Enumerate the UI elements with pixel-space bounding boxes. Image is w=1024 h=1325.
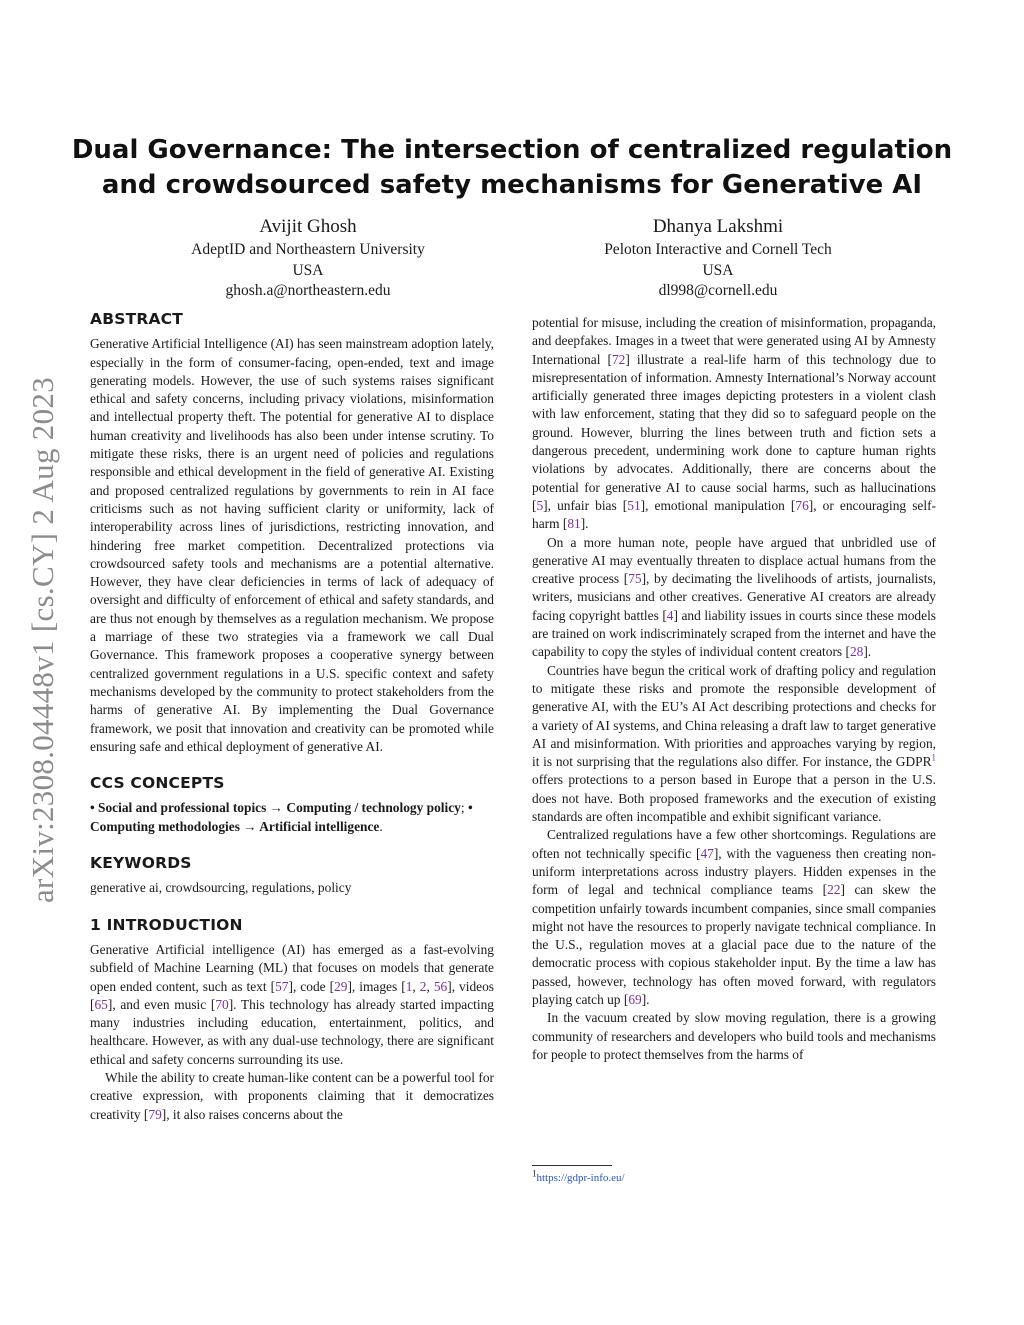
citation-link[interactable]: 69	[628, 991, 642, 1007]
text-run: ].	[641, 991, 650, 1007]
footnote-divider	[532, 1165, 612, 1166]
author-email[interactable]: ghosh.a@northeastern.edu	[225, 282, 391, 299]
text-run: ], by decimating the livelihoods of artists, journalists, writers, musicians and other creatives. Generative AI creators are already facing copyright battles [	[532, 571, 937, 623]
abstract-text: Generative Artificial Intelligence (AI) has seen mainstream adoption lately, especially in the form of consumer-facing, open-ended, text and image generating models. However, the use of such systems raises significant ethical and safety concerns, including privacy violations, misinformation and intellectual property theft. The potential for generative AI to displace human creativity and livelihoods has also been under intense scrutiny. To mitigate these risks, there is an urgent need of policies and regulations responsible and ethical development in the field of generative AI. Existing and proposed centralized regulations by governments to rein in AI face criticisms such as not having sufficient clarity or uniformity, lack of interoperability across lines of jurisdictions, restricting innovation, and hindering free market competition. Decentralized protections via crowdsourced safety tools and mechanisms are a potential alternative. However, they have clear deficiencies in terms of lack of adequacy of oversight and difficulty of enforcement of ethical and safety standards, and are thus not enough by themselves as a regulation mechanism. We propose a marriage of these two strategies via a framework we call Dual Governance. This framework proposes a cooperative synergy between centralized government regulations in a U.S. specific context and safety mechanisms developed by the community to protect stakeholders from the harms of generative AI. By implementing the Dual Governance framework, we posit that innovation and creativity can be promoted while ensuring safe and ethical deployment of generative AI.	[90, 336, 494, 754]
text-run: ], videos [	[90, 978, 495, 1012]
text-run: ], code [	[288, 978, 335, 994]
right-paragraph-4	[532, 826, 936, 1009]
citation-link[interactable]: 28	[849, 644, 864, 660]
footnote-url-link[interactable]: https://gdpr-info.eu/	[536, 1172, 625, 1184]
text-run: Centralized regulations have a few other shortcomings. Regulations are often not technically specific [	[532, 827, 936, 861]
keywords-text: generative ai, crowdsourcing, regulations, policy	[90, 880, 352, 896]
author-country: USA	[292, 261, 324, 279]
text-run: ], images [	[347, 978, 406, 994]
text-run: ]. This technology has already started impacting many industries including education, entertainment, politics, and healthcare. However, as with any dual-use technology, there are significant ethical and safety concerns surrounding its use.	[90, 996, 494, 1067]
citation-link[interactable]: 2	[419, 978, 427, 994]
arxiv-stamp-text: arXiv:2308.04448v1 [cs.CY] 2 Aug 2023	[25, 376, 60, 904]
ccs-separator: ;	[460, 800, 468, 816]
introduction-heading: 1 INTRODUCTION	[90, 915, 243, 934]
text-run: On a more human note, people have argued that unbridled use of generative AI may eventually threaten to displace actual humans from the creative process [	[532, 534, 936, 587]
citation-link[interactable]: 81	[567, 516, 581, 532]
keywords-section	[90, 854, 494, 898]
author-name: Dhanya Lakshmi	[652, 216, 784, 237]
text-run: potential for misuse, including the creation of misinformation, propaganda, and deepfakes. Images in a tweet that were generated using AI by Amnesty International [	[532, 315, 936, 367]
right-paragraph-2	[532, 534, 936, 662]
paper-title: Dual Governance: The intersection of centralized regulation and crowdsourced safety mechanisms for Generative AI	[71, 135, 953, 200]
citation-link[interactable]: 51	[627, 497, 641, 513]
author-email[interactable]: dl998@cornell.edu	[658, 282, 778, 299]
citation-link[interactable]: 72	[611, 351, 626, 367]
text-run: ] can skew the competition unfairly towards incumbent companies, since small companies might not have the resources to properly navigate technical compliance. In the U.S., regulation moves at a glacial pace due to the nature of the democratic process with copious stakeholder input. By the time a law has passed, however, technology has often moved forward, with regulators playing catch up [	[532, 882, 936, 1007]
citation-link[interactable]: 5	[536, 497, 544, 513]
text-run: ], it also raises concerns about the	[161, 1106, 343, 1122]
right-column	[532, 314, 936, 1064]
citation-link[interactable]: 4	[666, 607, 674, 623]
footnote	[532, 1168, 625, 1185]
text-run: Generative Artificial intelligence (AI) has emerged as a fast-evolving subfield of Machine Learning (ML) that focuses on models that generate open ended content, such as text [	[90, 941, 494, 994]
citation-link[interactable]: 65	[94, 996, 108, 1012]
text-run: ,	[426, 978, 434, 994]
citation-link[interactable]: 75	[628, 571, 642, 587]
right-paragraph-1	[532, 314, 936, 534]
abstract-heading: ABSTRACT	[90, 310, 184, 328]
text-run: ] illustrate a real-life harm of this technology due to misrepresentation of information. Amnesty International’s Norway account artificially generated three images depicting protesters in a violent clash with law enforcement, stating that they did so to safeguard people on the ground. However, blurring the lines between truth and fiction sets a dangerous precedent, undermining work done to capture human rights violations by advocates. Additionally, there are concerns about the potential for generative AI to cause social harms, such as hallucinations [	[532, 351, 937, 513]
introduction-section	[90, 916, 494, 1124]
ccs-text	[90, 799, 494, 836]
citation-link[interactable]: 47	[700, 845, 714, 861]
ccs-heading: CCS CONCEPTS	[90, 774, 225, 793]
text-run: ], emotional manipulation [	[640, 497, 796, 513]
right-paragraph-5: In the vacuum created by slow moving regulation, there is a growing community of researchers and developers who build tools and mechanisms for people to protect themselves from the harms of	[532, 1010, 936, 1062]
text-run: ] and liability issues in courts since these models are trained on work indiscriminately scraped from the internet and have the capability to copy the styles of individual content creators [	[532, 607, 936, 660]
citation-link[interactable]: 22	[827, 882, 841, 898]
ccs-end: .	[379, 818, 383, 834]
text-run: ].	[863, 644, 872, 660]
text-run: ], or encouraging self-harm [	[532, 497, 936, 532]
text-run: While the ability to create human-like content can be a powerful tool for creative expression, with proponents claiming that it democratizes creativity [	[90, 1069, 494, 1122]
author-name: Avijit Ghosh	[259, 216, 357, 237]
ccs-concept-2: • Computing methodologies → Artificial intelligence	[90, 800, 473, 834]
author-affiliation: Peloton Interactive and Cornell Tech	[604, 241, 832, 258]
citation-link[interactable]: 76	[795, 497, 809, 513]
arxiv-stamp	[14, 0, 72, 1325]
intro-paragraph-1	[90, 941, 494, 1069]
citation-link[interactable]: 56	[433, 978, 448, 994]
ccs-concept-1: • Social and professional topics → Computing / technology policy	[90, 800, 461, 816]
citation-link[interactable]: 57	[275, 978, 289, 994]
footnote-marker[interactable]: 1	[931, 752, 936, 763]
citation-link[interactable]: 29	[334, 978, 348, 994]
text-run: ], and even music [	[107, 996, 216, 1012]
text-run: ,	[412, 978, 420, 994]
keywords-heading: KEYWORDS	[90, 854, 192, 873]
text-run: ].	[580, 516, 589, 532]
text-run: ], with the vagueness then creating non-uniform interpretations across industry players. Hidden expenses in the form of legal and technical compliance teams [	[532, 845, 937, 898]
citation-link[interactable]: 70	[215, 996, 229, 1012]
footnote-number: 1	[532, 1168, 537, 1179]
author-block-2	[528, 214, 908, 302]
ccs-section	[90, 774, 494, 836]
author-country: USA	[702, 261, 734, 279]
author-affiliation: AdeptID and Northeastern University	[191, 241, 425, 258]
intro-paragraph-2	[90, 1069, 494, 1124]
text-run: Countries have begun the critical work of drafting policy and regulation to mitigate these risks and promote the responsible development of generative AI, with the EU’s AI Act describing protections and checks for a variety of AI systems, and China releasing a draft law to target generative AI and misinformation. With priorities and approaches varying by region, it is not surprising that the regulations also differ. For instance, the GDPR	[532, 662, 936, 770]
text-run: ], unfair bias [	[543, 497, 628, 513]
left-column	[90, 310, 494, 1124]
text-run: offers protections to a person based in Europe that a person in the U.S. does not have. Both proposed frameworks and the execution of existing standards are often incompatible and exhibit significant variance.	[532, 772, 936, 825]
citation-link[interactable]: 1	[405, 978, 413, 994]
author-block-1	[118, 214, 498, 302]
citation-link[interactable]: 79	[148, 1106, 162, 1122]
right-paragraph-3	[532, 662, 936, 827]
